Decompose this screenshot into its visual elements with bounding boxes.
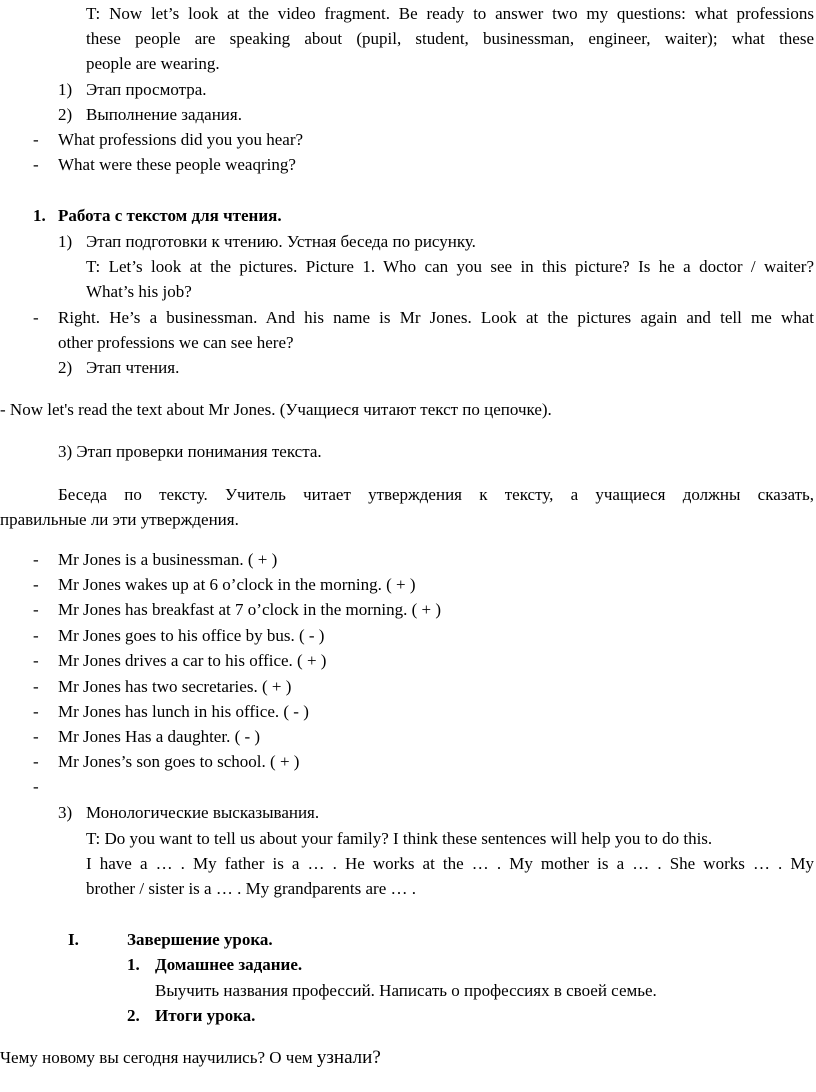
summary-title: Итоги урока. bbox=[155, 1006, 256, 1025]
dash-marker: - bbox=[33, 777, 39, 796]
statement-item: Mr Jones is a businessman. ( + ) bbox=[58, 550, 278, 569]
list-marker: 1) bbox=[58, 80, 73, 99]
step-task: Выполнение задания. bbox=[86, 105, 242, 124]
dash-marker: - bbox=[33, 130, 39, 149]
statement-item: Mr Jones has breakfast at 7 o’clock in the morning. ( + ) bbox=[58, 600, 442, 619]
monologue-line-2: I have a … . My father is a … . He works at the … . My mother is a … . She works … . My bbox=[86, 854, 814, 873]
teacher-line-2: What’s his job? bbox=[86, 282, 192, 301]
intro-para-line-1: T: Now let’s look at the video fragment. Be ready to answer two my questions: what professions bbox=[86, 4, 814, 23]
statement-item: Mr Jones has lunch in his office. ( - ) bbox=[58, 702, 309, 721]
final-question bbox=[0, 1048, 381, 1068]
step-reading: Этап чтения. bbox=[86, 358, 180, 377]
dash-marker: - bbox=[33, 752, 39, 771]
dash-marker: - bbox=[33, 727, 39, 746]
reading-heading: Работа с текстом для чтения. bbox=[58, 206, 282, 225]
list-marker: 3) bbox=[58, 803, 73, 822]
statement-item: Mr Jones Has a daughter. ( - ) bbox=[58, 727, 261, 746]
list-marker: 2) bbox=[58, 358, 73, 377]
heading-marker: 1. bbox=[33, 206, 46, 225]
step-check: 3) Этап проверки понимания текста. bbox=[58, 442, 322, 461]
dash-marker: - bbox=[33, 702, 39, 721]
statement-item: Mr Jones wakes up at 6 o’clock in the morning. ( + ) bbox=[58, 575, 416, 594]
final-question-part-2: узнали? bbox=[316, 1047, 381, 1068]
question-wearing: What were these people weaqring? bbox=[58, 155, 296, 174]
teacher-line-1: T: Let’s look at the pictures. Picture 1. Who can you see in this picture? Is he a doctor / waiter? bbox=[86, 257, 814, 276]
monologue-title: Монологические высказывания. bbox=[86, 803, 320, 822]
dash-marker: - bbox=[33, 155, 39, 174]
right-line-1: Right. He’s a businessman. And his name is Mr Jones. Look at the pictures again and tell me what bbox=[58, 308, 814, 327]
talk-line-1: Беседа по тексту. Учитель читает утверждения к тексту, а учащиеся должны сказать, bbox=[58, 485, 814, 504]
list-marker: 2) bbox=[58, 105, 73, 124]
statement-item: Mr Jones’s son goes to school. ( + ) bbox=[58, 752, 300, 771]
dash-marker: - bbox=[33, 626, 39, 645]
dash-marker: - bbox=[33, 308, 39, 327]
read-text-line: - Now let's read the text about Mr Jones. (Учащиеся читают текст по цепочке). bbox=[0, 400, 552, 419]
numbered-marker: 2. bbox=[127, 1006, 140, 1025]
intro-para-line-2: these people are speaking about (pupil, student, businessman, engineer, waiter); what these bbox=[86, 29, 814, 48]
dash-marker: - bbox=[33, 575, 39, 594]
final-question-part-1: Чему новому вы сегодня научились? О чем bbox=[0, 1048, 313, 1067]
statement-item: Mr Jones has two secretaries. ( + ) bbox=[58, 677, 292, 696]
monologue-line-1: T: Do you want to tell us about your family? I think these sentences will help you to do this. bbox=[86, 829, 713, 848]
list-marker: 1) bbox=[58, 232, 73, 251]
talk-line-2: правильные ли эти утверждения. bbox=[0, 510, 239, 529]
closing-title: Завершение урока. bbox=[127, 930, 273, 949]
step-preparation: Этап подготовки к чтению. Устная беседа по рисунку. bbox=[86, 232, 476, 251]
dash-marker: - bbox=[33, 550, 39, 569]
dash-marker: - bbox=[33, 651, 39, 670]
right-line-2: other professions we can see here? bbox=[58, 333, 294, 352]
homework-title: Домашнее задание. bbox=[155, 955, 303, 974]
roman-marker: I. bbox=[68, 930, 79, 949]
homework-text: Выучить названия профессий. Написать о профессиях в своей семье. bbox=[155, 981, 657, 1000]
dash-marker: - bbox=[33, 600, 39, 619]
intro-para-line-3: people are wearing. bbox=[86, 54, 220, 73]
dash-marker: - bbox=[33, 677, 39, 696]
statement-item: Mr Jones goes to his office by bus. ( - ) bbox=[58, 626, 325, 645]
statement-item: Mr Jones drives a car to his office. ( + ) bbox=[58, 651, 327, 670]
question-professions: What professions did you you hear? bbox=[58, 130, 304, 149]
numbered-marker: 1. bbox=[127, 955, 140, 974]
monologue-line-3: brother / sister is a … . My grandparents are … . bbox=[86, 879, 416, 898]
step-view: Этап просмотра. bbox=[86, 80, 207, 99]
